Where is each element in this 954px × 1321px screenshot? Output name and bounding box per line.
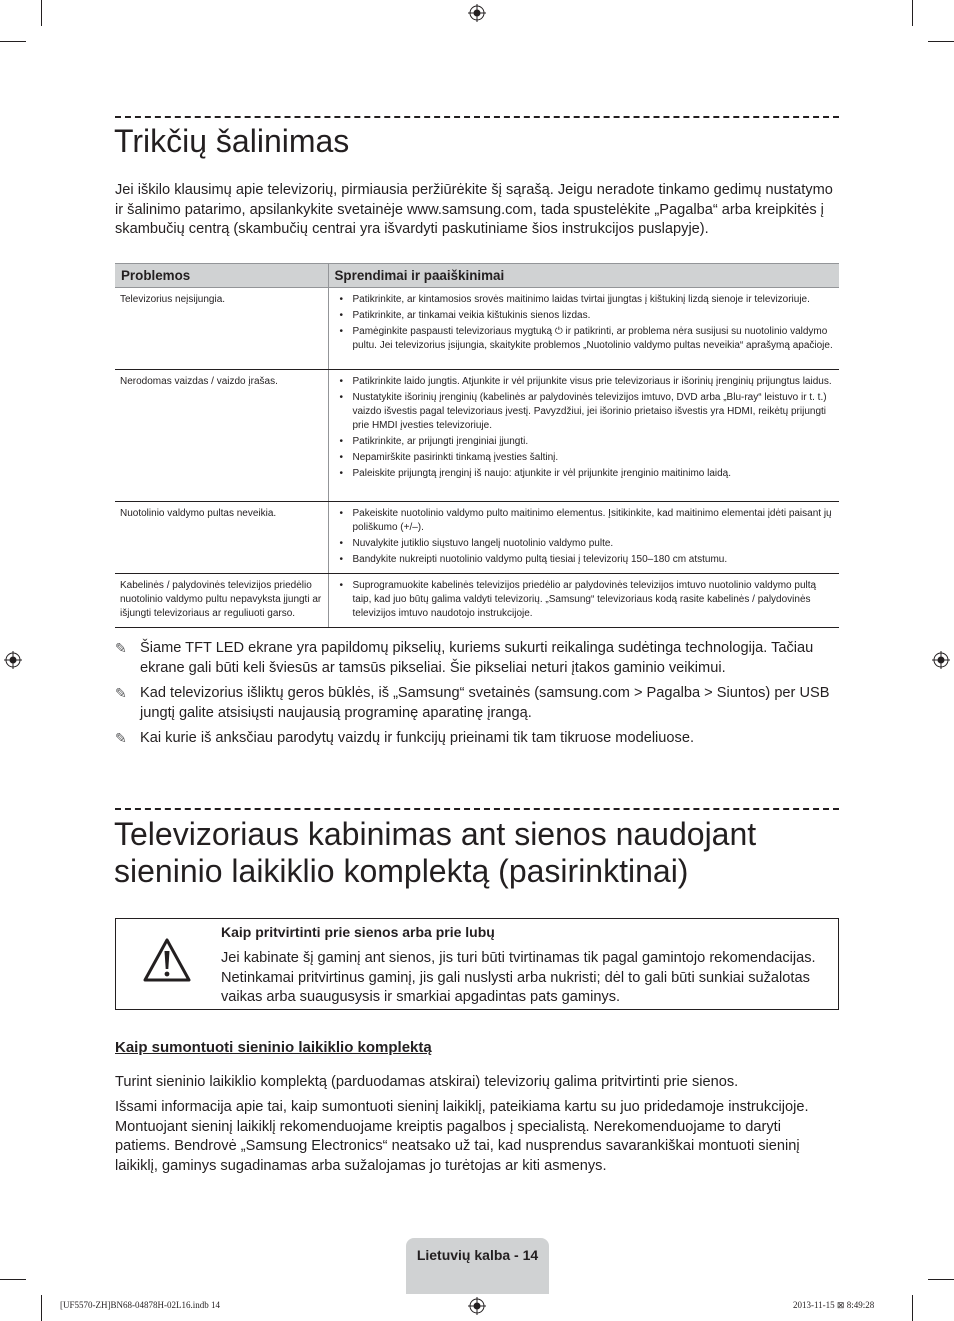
- solution-item: • Paleiskite prijungtą įrenginį iš naujo: atjunkite ir vėl prijunkite įrenginio maitinimo laidą.: [334, 467, 835, 481]
- problem-cell: Televizorius neįsijungia.: [115, 288, 328, 370]
- note-text: Šiame TFT LED ekrane yra papildomų pikselių, kuriems sukurti reikalinga sudėtinga technologija. Tačiau ekrane gali būti keli šviesūs ar tamsūs pikseliai. Šie pikseliai neturi įtakos gaminio veikimui.: [140, 640, 814, 676]
- page-label: Lietuvių kalba - 14: [416, 1247, 539, 1263]
- problem-cell: Kabelinės / palydovinės televizijos priedėlio nuotolinio valdymo pultu nepavyksta įjungti ar išjungti televizoriaus ar reguliuoti garso.: [115, 574, 328, 628]
- column-header-problems: Problemos: [115, 264, 328, 288]
- pen-note-icon: ✎: [115, 685, 127, 701]
- section-divider: [115, 116, 839, 118]
- crop-mark: [0, 41, 26, 42]
- solution-item: • Patikrinkite, ar kintamosios srovės maitinimo laidas tvirtai įjungtas į kištukinį lizdą sienoje ir televizoriuje.: [334, 293, 835, 307]
- intro-paragraph: Jei iškilo klausimų apie televizorių, pirmiausia peržiūrėkite šį sąrašą. Jeigu neradote tinkamo gedimų nustatymo ir šalinimo patarimo, apsilankykite svetainėje www.samsung.com, tada spustelėkite „Pagalba“ arba kreipkitės į skambučių centrą (skambučių centrai yra išvardyti paskutiniame šios instrukcijos puslapyje).: [115, 182, 833, 237]
- warning-box: [115, 918, 839, 1010]
- column-header-solutions: Sprendimai ir paaiškinimai: [328, 264, 839, 288]
- paragraph: Turint sieninio laikiklio komplektą (parduodamas atskirai) televizorių galima pritvirtinti prie sienos.: [115, 1074, 739, 1090]
- solution-item: • Patikrinkite, ar tinkamai veikia kištukinis sienos lizdas.: [334, 309, 835, 323]
- solution-cell: [328, 502, 839, 574]
- paragraph: Išsami informacija apie tai, kaip sumontuoti sieninį laikiklį, pateikiama kartu su juo pridedamoje instrukcijoje. Montuojant sieninį laikiklį rekomenduojame kreiptis pagalbos į specialistą. Nerekomenduojame to daryti patiems. Bendrovė „Samsung Electronics“ neatsako už tai, kad nusprendus savarankiškai montuoti sieninį laikiklį, gaminys sugadinamas arba sužalojamas jo turėtojas ar kiti asmenys.: [115, 1099, 809, 1174]
- subheading-install-kit: Kaip sumontuoti sieninio laikiklio komplektą: [115, 1039, 432, 1056]
- table-header-row: [115, 264, 839, 288]
- note-item: [115, 684, 839, 723]
- troubleshooting-table: [115, 263, 839, 628]
- section-title-troubleshooting: Trikčių šalinimas: [114, 123, 350, 159]
- solution-item: • Suprogramuokite kabelinės televizijos priedėlio ar palydovinės televizijos imtuvo nuotolinio valdymo pultą taip, kad juo būtų galima valdyti televizorių. „Samsung“ televizoriaus kodą rasite kabelinės / palydovinės televizijos imtuvo naudotojo instrukcijoje.: [334, 579, 835, 621]
- crop-mark: [912, 0, 913, 26]
- page-number-tab: [406, 1238, 549, 1294]
- solution-item: • Patikrinkite laido jungtis. Atjunkite ir vėl prijunkite visus prie televizoriaus ir išorinių įrenginių prijungtus laidus.: [334, 375, 835, 389]
- note-item: [115, 729, 839, 749]
- registration-mark-icon: [932, 651, 950, 669]
- registration-mark-icon: [468, 1297, 486, 1315]
- solution-item: • Bandykite nukreipti nuotolinio valdymo pultą tiesiai į televizorių 150–180 cm atstumu.: [334, 553, 835, 567]
- solution-item: • Nepamirškite pasirinkti tinkamą įvesties šaltinį.: [334, 451, 835, 465]
- print-timestamp: 2013-11-15 ⊠ 8:49:28: [793, 1300, 875, 1310]
- note-text: Kad televizorius išliktų geros būklės, iš „Samsung“ svetainės (samsung.com > Pagalba > Siuntos) per USB jungtį galite atsisiųsti naujausią programinę aparatinę įrangą.: [140, 685, 830, 721]
- table-row: [115, 574, 839, 628]
- section-title-wall-mount: Televizoriaus kabinimas ant sienos naudojant sieninio laikiklio komplektą (pasirinktinai): [114, 816, 757, 890]
- note-item: [115, 639, 839, 678]
- table-row: [115, 288, 839, 370]
- pen-note-icon: ✎: [115, 730, 127, 746]
- solution-item: • Nuvalykite jutiklio siųstuvo langelį nuotolinio valdymo pulte.: [334, 537, 835, 551]
- print-file-info: [UF5570-ZH]BN68-04878H-02L16.indb 14: [60, 1300, 220, 1310]
- table-row: [115, 502, 839, 574]
- crop-mark: [41, 0, 42, 26]
- problem-cell: Nuotolinio valdymo pultas neveikia.: [115, 502, 328, 574]
- solution-cell: [328, 574, 839, 628]
- solution-item: • Pamėginkite paspausti televizoriaus mygtuką ⏻ ir patikrinti, ar problema nėra susijusi su nuotolinio valdymo pultu. Jei televizorius įsijungia, skaitykite problemos „Nuotolinio valdymo pultas neveikia“ aprašymą apačioje.: [334, 325, 835, 353]
- crop-mark: [928, 1279, 954, 1280]
- problem-cell: Nerodomas vaizdas / vaizdo įrašas.: [115, 370, 328, 502]
- crop-mark: [928, 41, 954, 42]
- registration-mark-icon: [468, 4, 486, 22]
- crop-mark: [912, 1295, 913, 1321]
- solution-cell: [328, 288, 839, 370]
- crop-mark: [41, 1295, 42, 1321]
- solution-item: • Patikrinkite, ar prijungti įrenginiai įjungti.: [334, 435, 835, 449]
- warning-body: Jei kabinate šį gaminį ant sienos, jis turi būti tvirtinamas tik pagal gamintojo rekomendacijas. Netinkamai pritvirtinus gaminį, jis gali nuslysti arba nukristi; dėl to gali būti sunkiai sužalotas vaikas arba suaugusysis ir smarkiai apgadintas pats gaminys.: [221, 950, 816, 1005]
- solution-cell: [328, 370, 839, 502]
- pen-note-icon: ✎: [115, 640, 127, 656]
- section-divider: [115, 808, 839, 810]
- solution-item: • Pakeiskite nuotolinio valdymo pulto maitinimo elementus. Įsitikinkite, kad maitinimo elementai įdėti paisant jų poliškumo (+/–).: [334, 507, 835, 535]
- note-text: Kai kurie iš anksčiau parodytų vaizdų ir funkcijų prieinami tik tam tikruose modeliuose.: [140, 730, 694, 746]
- warning-heading: Kaip pritvirtinti prie sienos arba prie lubų: [221, 924, 495, 940]
- crop-mark: [0, 1279, 26, 1280]
- registration-mark-icon: [4, 651, 22, 669]
- warning-triangle-icon: [142, 937, 192, 983]
- solution-item: • Nustatykite išorinių įrenginių (kabelinės ar palydovinės televizijos imtuvo, DVD arba „Blu-ray“ leistuvo ir t. t.) vaizdo išvestis pagal televizoriaus įvestį. Pavyzdžiui, jei išorinio prietaiso išvestis yra HDMI, reikėtų prijungti prie HMDI įvesties televizoriuje.: [334, 391, 835, 433]
- table-row: [115, 370, 839, 502]
